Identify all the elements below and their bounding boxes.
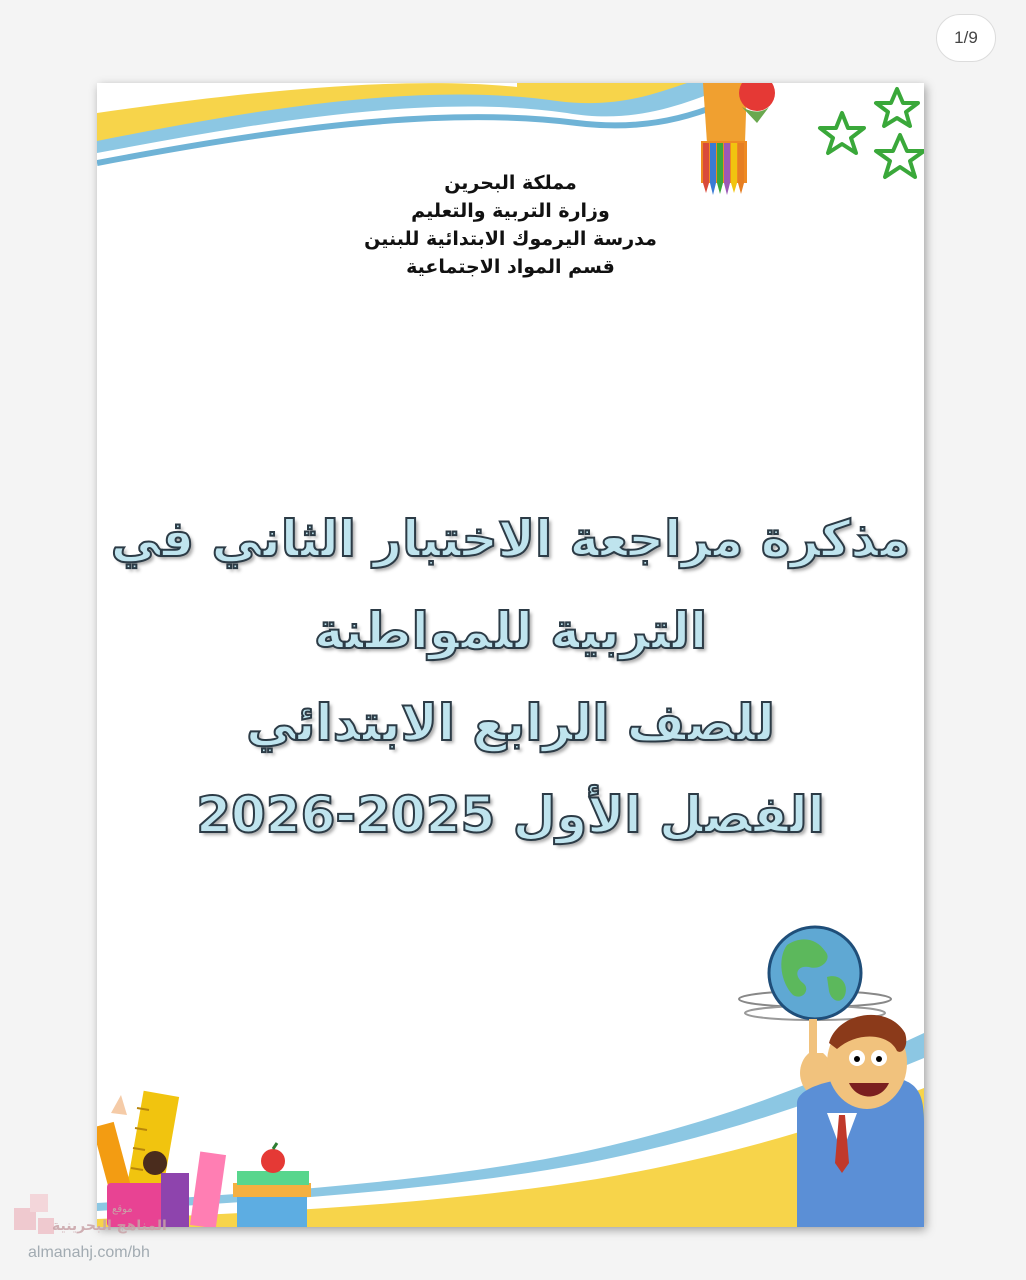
document-page — [97, 83, 924, 1227]
apple-small-icon — [261, 1149, 285, 1173]
header-line-ministry: وزارة التربية والتعليم — [411, 200, 610, 222]
header-line-school: مدرسة اليرموك الابتدائية للبنين — [364, 228, 657, 250]
site-watermark — [12, 1190, 182, 1270]
title-line-4: الفصل الأول 2025-2026 — [196, 786, 825, 844]
title-line-2: التربية للمواطنة — [313, 602, 708, 660]
watermark-small-text: موقع — [112, 1204, 133, 1215]
stars-icon — [820, 89, 924, 177]
document-title — [97, 493, 924, 861]
title-line-1: مذكرة مراجعة الاختبار الثاني في — [110, 510, 911, 568]
header-line-department: قسم المواد الاجتماعية — [406, 256, 615, 278]
header-line-kingdom: مملكة البحرين — [444, 172, 577, 194]
page-indicator[interactable]: 1/9 — [936, 14, 996, 62]
title-line-3: للصف الرابع الابتدائي — [246, 694, 775, 752]
school-header — [97, 169, 924, 281]
watermark-arabic-text: المناهج البحرينية — [52, 1218, 167, 1234]
watermark-url: almanahj.com/bh — [28, 1244, 150, 1261]
